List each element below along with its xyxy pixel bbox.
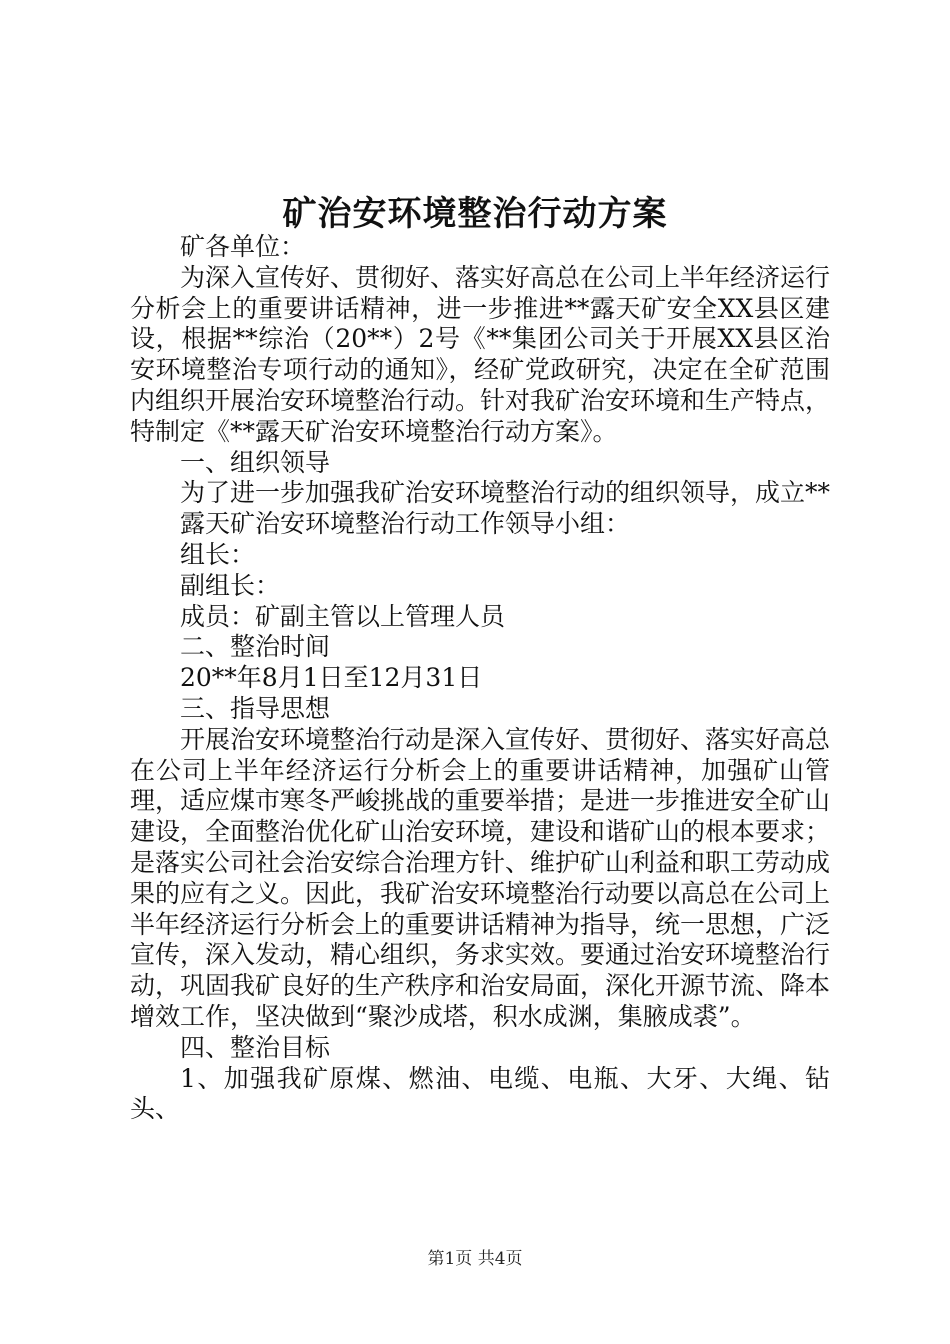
- page-footer: 第1页 共4页: [427, 1249, 523, 1269]
- paragraph-deputy-leader: 副组长：: [180, 570, 281, 600]
- paragraph-intro: 为深入宣传好、贯彻好、落实好高总在公司上半年经济运行分析会上的重要讲话精神，进一步推进**露天矿安全XX县区建设，根据**综治（20**）2号《**集团公司关于开展XX县区治安环境整治专项行动的通知》，经矿党政研究，决定在全矿范围内组织开展治安环境整治行动。针对我矿治安环境和生产特点，特制定《**露天矿治安环境整治行动方案》。: [130, 262, 831, 446]
- section-heading-guiding-thought: 三、指导思想: [180, 693, 331, 723]
- paragraph-salutation: 矿各单位：: [180, 232, 306, 261]
- section-heading-time: 二、整治时间: [180, 632, 331, 662]
- paragraph-time: 20**年8月1日至12月31日: [180, 663, 483, 693]
- paragraph-group-leader: 组长：: [180, 539, 256, 569]
- section-heading-goals: 四、整治目标: [180, 1032, 331, 1062]
- document-body: [130, 232, 830, 1125]
- paragraph-leadership-group: 露天矿治安环境整治行动工作领导小组：: [180, 509, 631, 539]
- document-title: 矿治安环境整治行动方案: [282, 194, 668, 234]
- section-heading-organization: 一、组织领导: [180, 447, 331, 477]
- paragraph-guiding-thought: 开展治安环境整治行动是深入宣传好、贯彻好、落实好高总在公司上半年经济运行分析会上的重要讲话精神，加强矿山管理，适应煤市寒冬严峻挑战的重要举措；是进一步推进安全矿山建设，全面整治优化矿山治安环境，建设和谐矿山的根本要求；是落实公司社会治安综合治理方针、维护矿山利益和职工劳动成果的应有之义。因此，我矿治安环境整治行动要以高总在公司上半年经济运行分析会上的重要讲话精神为指导，统一思想，广泛宣传，深入发动，精心组织，务求实效。要通过治安环境整治行动，巩固我矿良好的生产秩序和治安局面，深化开源节流、降本增效工作，坚决做到“聚沙成塔，积水成渊，集腋成裘”。: [130, 724, 831, 1031]
- paragraph-organization: 为了进一步加强我矿治安环境整治行动的组织领导，成立**: [180, 478, 831, 508]
- paragraph-members: 成员：矿副主管以上管理人员: [180, 601, 506, 631]
- paragraph-goal-1: 1、加强我矿原煤、燃油、电缆、电瓶、大牙、大绳、钻头、: [130, 1063, 830, 1124]
